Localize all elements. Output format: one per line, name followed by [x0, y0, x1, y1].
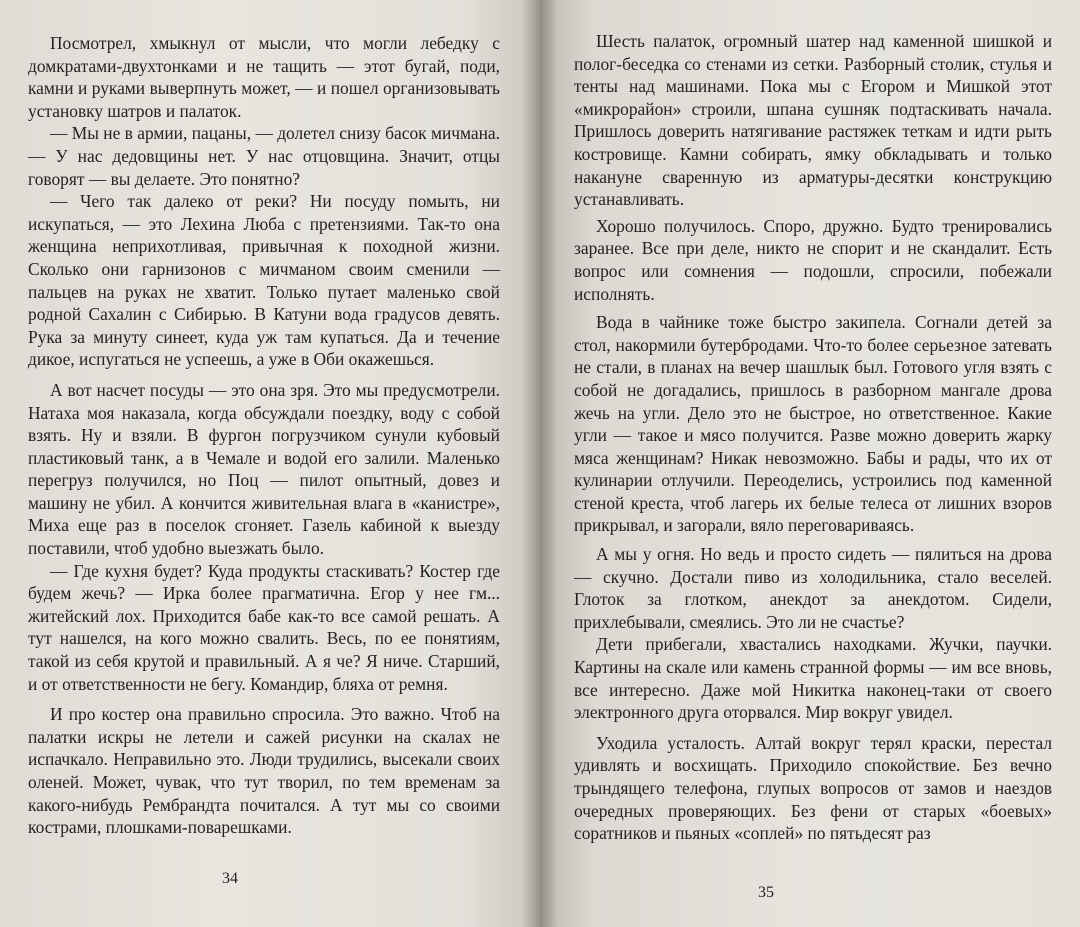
paragraph: А мы у огня. Но ведь и просто сидеть — пялиться на дрова — скучно. Достали пиво из холодильника, стало веселей. Глоток за глотком, анекдот за анекдотом. Сидели, прихлебывали, смеялись. Это ли не счастье? — [574, 544, 1052, 632]
paragraph: А вот насчет посуды — это она зря. Это мы предусмотрели. Натаха моя наказала, когда обсуждали поездку, воду с собой взять. Ну и взяли. В фургон погрузчиком сунули кубовый пластиковый танк, а в Чемале и водой его залили. Маленько перегруз получился, но Поц — пилот опытный, довез и машину не убил. А кончится живительная влага в «канистре», Миха еще раз в поселок сгоняет. Газель кабиной к выезду поставили, чтоб удобно выезжать было. — [28, 379, 500, 559]
paragraph: Хорошо получилось. Споро, дружно. Будто тренировались заранее. Все при деле, никто не спорит и не скандалит. Есть вопрос или сомнения — подошли, спросили, побежали исполнять. — [574, 215, 1052, 304]
page-number: 35 — [758, 884, 774, 901]
paragraph: — Мы не в армии, пацаны, — долетел снизу басок мичмана. — У нас дедовщины нет. У нас отцовщина. Значит, отцы говорят — вы делаете. Это понятно? — [28, 123, 500, 189]
paragraph: Вода в чайнике тоже быстро закипела. Согнали детей за стол, накормили бутербродами. Что-то более серьезное затевать не стали, в планах на вечер шашлык был. Готового угля взять с собой не догадались, пришлось в разборном мангале дрова жечь на угли. Дело это не быстрое, но ответственное. Какие угли — такое и мясо получится. Разве можно доверить жарку мяса женщинам? Никак невозможно. Бабы и рады, что их от кулинарии отлучили. Переоделись, устроились под каменной стеной креста, чтоб лагерь их белые телеса от лишних взоров прикрывал, и загорали, вяло переговариваясь. — [574, 312, 1052, 536]
book-gutter-shadow — [522, 0, 558, 927]
paragraph: — Чего так далеко от реки? Ни посуду помыть, ни искупаться, — это Лехина Люба с претензиями. Так-то она женщина неприхотливая, привычная к походной жизни. Сколько они гарнизонов с мичманом своим сменили — пальцев на руках не хватит. Только путает маленько свой родной Сахалин с Сибирью. В Катуни вода градусов девять. Рука за минуту синеет, куда уж там купаться. Да и течение дикое, испугаться не успеешь, а уже в Оби окажешься. — [28, 191, 500, 370]
paragraph: И про костер она правильно спросила. Это важно. Чтоб на палатки искры не летели и сажей рисунки на скалах не испачкало. Неправильно это. Люди трудились, высекали своих оленей. Может, чувак, что тут творил, по тем временам за какого-нибудь Рембрандта почитался. А тут мы со своими кострами, плошками-поварешками. — [28, 704, 500, 838]
page-number: 34 — [222, 870, 238, 887]
paragraph: Шесть палаток, огромный шатер над каменной шишкой и полог-беседка со стенами из сетки. Разборный столик, стулья и тенты над машинами. Пока мы с Егором и Мишкой этот «микрорайон» строили, шпана сушняк подтаскивать начала. Пришлось доверить натягивание растяжек теткам и идти рыть костровище. Камни собирать, ямку обкладывать и только накануне сваренную из арматуры-десятки конструкцию устанавливать. — [574, 31, 1052, 210]
paragraph: — Где кухня будет? Куда продукты стаскивать? Костер где будем жечь? — Ирка более прагматична. Егор у нее гм... житейский лох. Приходится бабе как-то все самой решать. А тут нашелся, на кого можно свалить. Весь, по ее понятиям, такой из себя крутой и правильный. А я че? Я ниче. Старший, и от ответственности не бегу. Командир, бляха от ремня. — [28, 560, 500, 694]
paragraph: Посмотрел, хмыкнул от мысли, что могли лебедку с домкратами-двухтонками и не тащить — этот бугай, поди, камни и руками выверпнуть может, — и пошел организовывать установку шатров и палаток. — [28, 33, 500, 121]
paragraph: Уходила усталость. Алтай вокруг терял краски, перестал удивлять и восхищать. Приходило спокойствие. Без вечно трындящего телефона, глупых вопросов от замов и наездов очередных проверяющих. Без фени от старых «боевых» соратников и пьяных «соплей» по пятьдесят раз — [574, 732, 1052, 844]
paragraph: Дети прибегали, хвастались находками. Жучки, паучки. Картины на скале или камень странной формы — им все вновь, все интересно. Даже мой Никитка наконец-таки от своего электронного друга оторвался. Мир вокруг увидел. — [574, 634, 1052, 723]
right-page — [540, 0, 1080, 927]
